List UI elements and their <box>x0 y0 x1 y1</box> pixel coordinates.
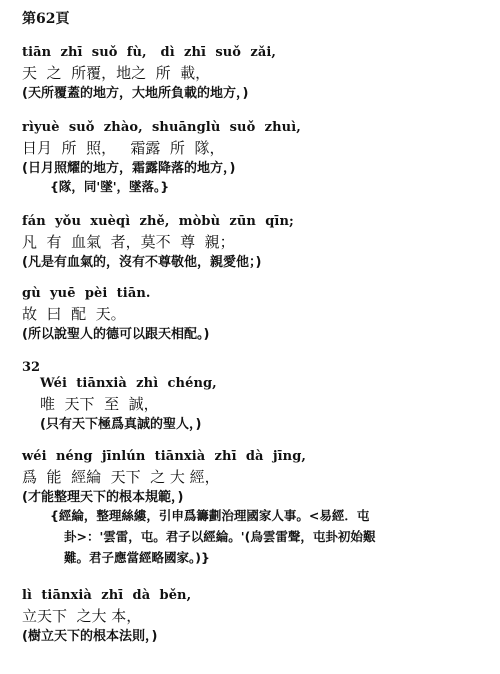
stanza-1-translation: (天所覆蓋的地方，大地所負載的地方，) <box>22 86 249 101</box>
stanza-2-hanzi: 日月 所 照， 霜露 所 隊， <box>22 139 225 157</box>
section-number: 32 <box>22 360 41 375</box>
stanza-4-pinyin: gù yuē pèi tiān. <box>22 286 151 301</box>
stanza-7-hanzi: 立天下 之大 本， <box>22 607 142 625</box>
stanza-1-pinyin: tiān zhī suǒ fù, dì zhī suǒ zǎi, <box>22 45 277 60</box>
stanza-2-translation: (日月照耀的地方，霜露降落的地方，) <box>22 161 236 176</box>
stanza-5-hanzi: 唯 天下 至 誠， <box>40 395 159 413</box>
stanza-6-note-line-1: {經綸，整理絲縷，引申爲籌劃治理國家人事。<易經．屯 <box>50 508 370 523</box>
stanza-6-hanzi: 爲 能 經綸 天下 之 大 經， <box>22 468 220 486</box>
stanza-3-translation: (凡是有血氣的，沒有不尊敬他，親愛他；) <box>22 255 262 270</box>
stanza-3-hanzi: 凡 有 血氣 者，莫不 尊 親； <box>22 233 235 251</box>
stanza-4-hanzi: 故 曰 配 天。 <box>22 305 126 323</box>
stanza-6-pinyin: wéi néng jīnlún tiānxià zhī dà jīng, <box>22 449 307 464</box>
stanza-1-hanzi: 天 之 所覆，地之 所 載， <box>22 64 211 82</box>
stanza-3-pinyin: fán yǒu xuèqì zhě, mòbù zūn qīn; <box>22 214 294 229</box>
stanza-7-translation: (樹立天下的根本法則，) <box>22 629 158 644</box>
stanza-4-translation: (所以說聖人的德可以跟天相配。) <box>22 327 210 342</box>
stanza-6-note-line-2: 卦>：'雲雷，屯。君子以經綸。'(烏雲雷聲，屯卦初始艱 <box>64 529 376 544</box>
stanza-2-note: {隊，同'墜'，墜落。} <box>50 179 170 194</box>
stanza-5-pinyin: Wéi tiānxià zhì chéng, <box>40 376 217 391</box>
page-label: 第62頁 <box>22 11 70 27</box>
stanza-2-pinyin: rìyuè suǒ zhào, shuānglù suǒ zhuì, <box>22 120 301 135</box>
stanza-6-note-line-3: 難。君子應當經略國家。)} <box>64 550 210 565</box>
stanza-7-pinyin: lì tiānxià zhī dà běn, <box>22 588 192 603</box>
stanza-6-translation: (才能整理天下的根本規範，) <box>22 490 184 505</box>
stanza-5-translation: (只有天下極爲真誠的聖人，) <box>40 417 202 432</box>
